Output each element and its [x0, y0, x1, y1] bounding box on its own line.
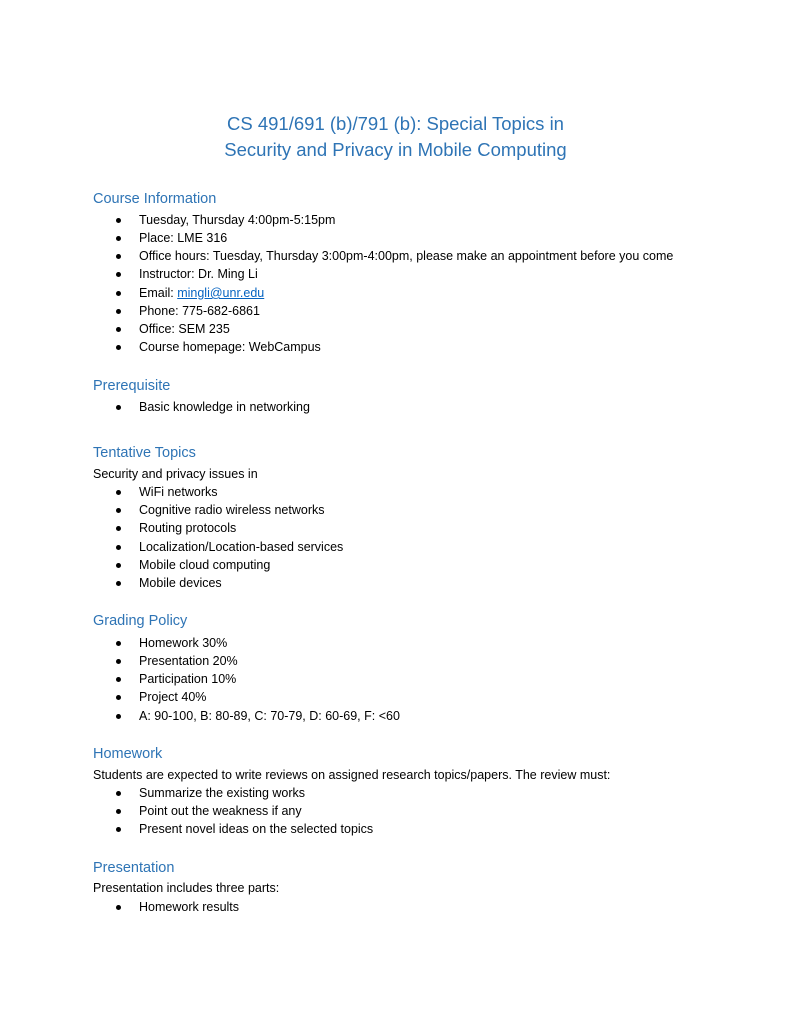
bullet-icon — [116, 236, 121, 241]
bullet-icon — [116, 641, 121, 646]
bullet-icon — [116, 254, 121, 259]
topics-intro: Security and privacy issues in — [93, 467, 258, 481]
bullet-icon — [116, 345, 121, 350]
list-item: Tuesday, Thursday 4:00pm-5:15pm — [139, 212, 335, 228]
list-item: Basic knowledge in networking — [139, 399, 310, 415]
bullet-icon — [116, 659, 121, 664]
list-item: Phone: 775-682-6861 — [139, 303, 260, 319]
list-item: Localization/Location-based services — [139, 539, 343, 555]
email-item: Email: mingli@unr.edu — [139, 285, 264, 301]
homework-heading: Homework — [93, 746, 163, 762]
bullet-icon — [116, 309, 121, 314]
bullet-icon — [116, 545, 121, 550]
prerequisite-heading: Prerequisite — [93, 378, 171, 394]
bullet-icon — [116, 827, 121, 832]
bullet-icon — [116, 714, 121, 719]
list-item: Presentation 20% — [139, 653, 238, 669]
bullet-icon — [116, 490, 121, 495]
list-item: Mobile devices — [139, 575, 222, 591]
list-item: Present novel ideas on the selected topics — [139, 821, 373, 837]
bullet-icon — [116, 405, 121, 410]
bullet-icon — [116, 218, 121, 223]
list-item: A: 90-100, B: 80-89, C: 70-79, D: 60-69, F: <60 — [139, 708, 400, 724]
list-item: Participation 10% — [139, 671, 236, 687]
grading-heading: Grading Policy — [93, 613, 188, 629]
course-info-heading: Course Information — [93, 191, 217, 207]
bullet-icon — [116, 327, 121, 332]
list-item: Office hours: Tuesday, Thursday 3:00pm-4:00pm, please make an appointment before you come — [139, 248, 673, 264]
bullet-icon — [116, 508, 121, 513]
bullet-icon — [116, 791, 121, 796]
presentation-intro: Presentation includes three parts: — [93, 881, 280, 895]
bullet-icon — [116, 905, 121, 910]
homework-intro: Students are expected to write reviews on assigned research topics/papers. The review must: — [93, 768, 611, 782]
bullet-icon — [116, 677, 121, 682]
bullet-icon — [116, 695, 121, 700]
topics-heading: Tentative Topics — [93, 445, 196, 461]
list-item: Summarize the existing works — [139, 785, 305, 801]
bullet-icon — [116, 809, 121, 814]
list-item: Point out the weakness if any — [139, 803, 302, 819]
bullet-icon — [116, 526, 121, 531]
list-item: Place: LME 316 — [139, 230, 227, 246]
title-line-2: Security and Privacy in Mobile Computing — [224, 139, 567, 160]
bullet-icon — [116, 272, 121, 277]
list-item: Homework 30% — [139, 635, 227, 651]
bullet-icon — [116, 581, 121, 586]
list-item: Office: SEM 235 — [139, 321, 230, 337]
title-line-1: CS 491/691 (b)/791 (b): Special Topics in — [227, 113, 564, 134]
bullet-icon — [116, 563, 121, 568]
list-item: Course homepage: WebCampus — [139, 339, 321, 355]
presentation-heading: Presentation — [93, 860, 175, 876]
list-item: Cognitive radio wireless networks — [139, 502, 325, 518]
list-item: Project 40% — [139, 689, 206, 705]
list-item: Instructor: Dr. Ming Li — [139, 266, 258, 282]
list-item: Routing protocols — [139, 520, 236, 536]
list-item: Mobile cloud computing — [139, 557, 270, 573]
list-item: Homework results — [139, 899, 239, 915]
page-title — [0, 111, 791, 163]
email-link[interactable]: mingli@unr.edu — [177, 286, 265, 300]
bullet-icon — [116, 291, 121, 296]
list-item: WiFi networks — [139, 484, 217, 500]
